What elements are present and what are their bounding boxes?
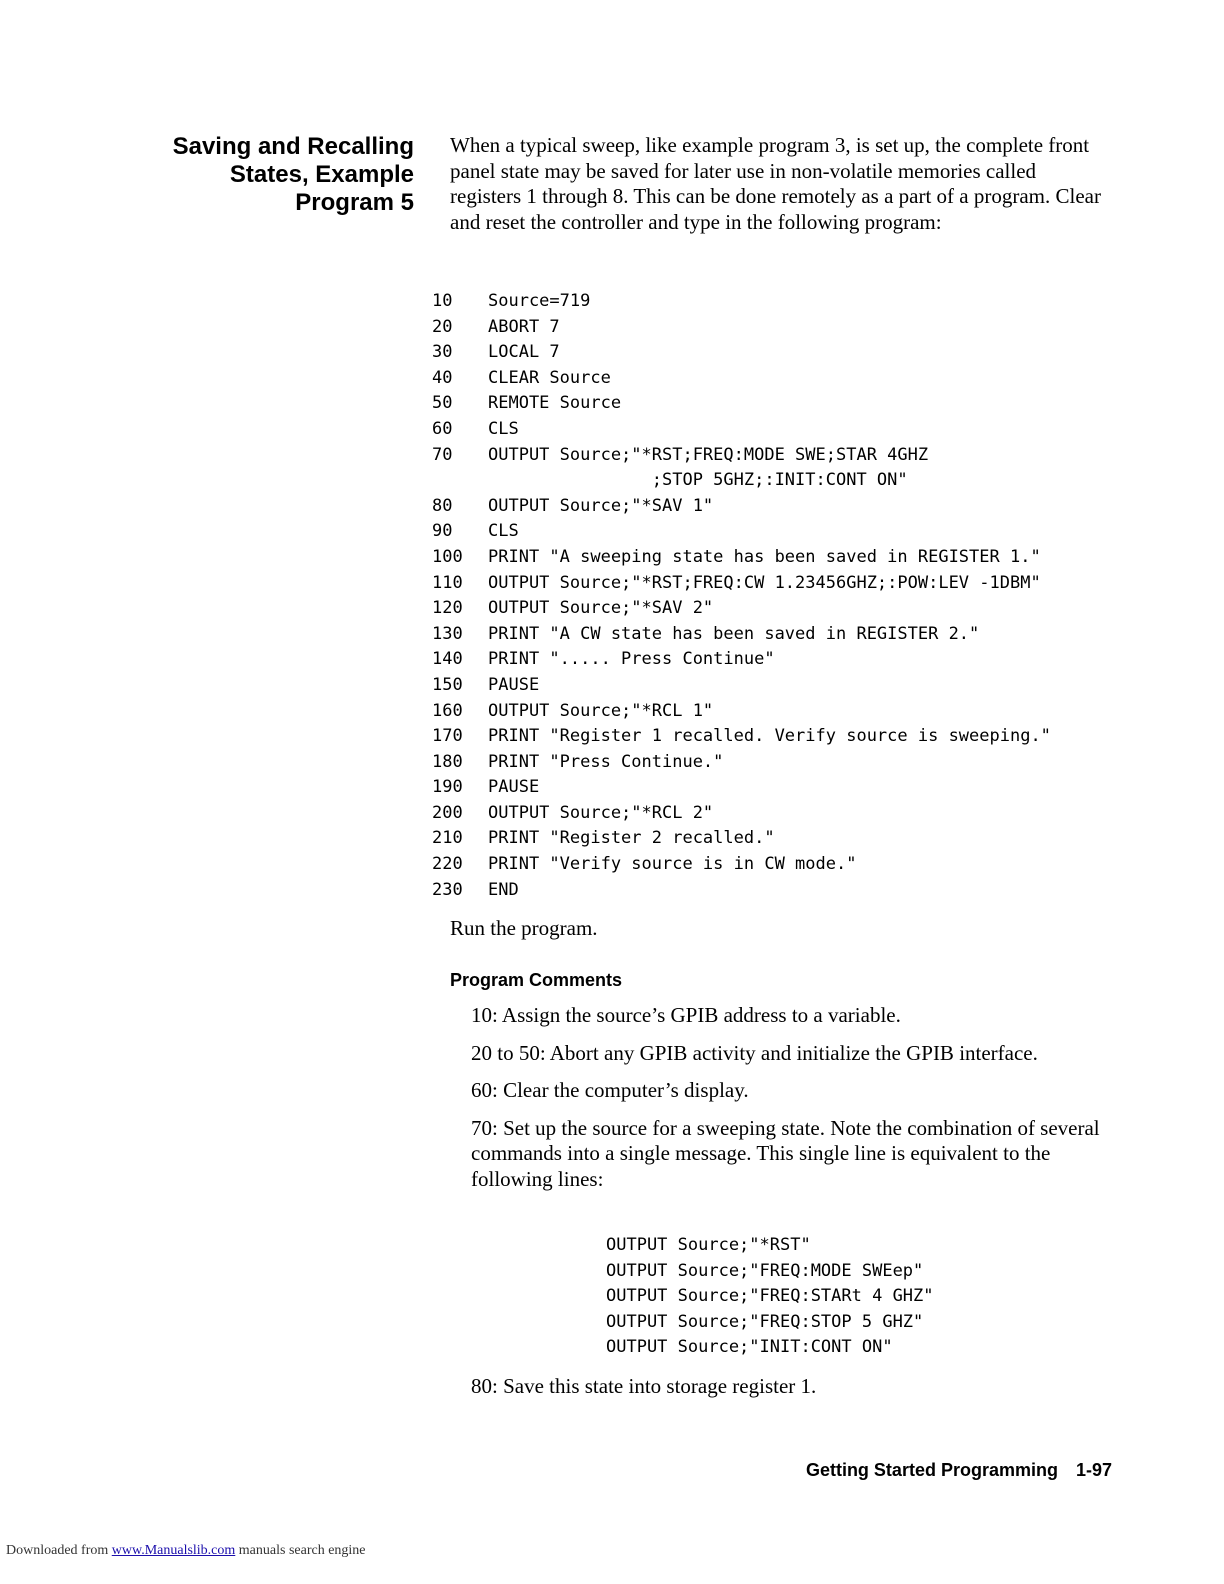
code-text: PRINT "A sweeping state has been saved in REGISTER 1." (488, 546, 1041, 567)
section-heading (120, 133, 414, 217)
code-line (432, 391, 1051, 417)
line-number: 160 (432, 700, 463, 721)
code-line (432, 571, 1051, 597)
code-text: ;STOP 5GHZ;:INIT:CONT ON" (488, 470, 908, 491)
line-number: 30 (432, 342, 453, 363)
equivalent-code-line: OUTPUT Source;"FREQ:STOP 5 GHZ" (606, 1311, 924, 1332)
code-line (432, 545, 1051, 571)
code-text: PAUSE (488, 777, 540, 798)
code-text: END (488, 879, 519, 900)
section-heading-line: Saving and Recalling (172, 133, 414, 160)
equivalent-code-line: OUTPUT Source;"FREQ:MODE SWEep" (606, 1260, 924, 1281)
line-number: 90 (432, 521, 453, 542)
manualslib-link[interactable]: www.Manualslib.com (111, 1543, 236, 1558)
code-text: OUTPUT Source;"*RCL 1" (488, 700, 714, 721)
code-line (432, 647, 1051, 673)
line-number: 60 (432, 418, 453, 439)
line-number: 210 (432, 828, 463, 849)
comments-heading: Program Comments (450, 970, 623, 990)
section-heading-line: Program 5 (295, 189, 414, 216)
code-line (432, 801, 1051, 827)
program-listing (432, 289, 1051, 903)
line-number: 190 (432, 777, 463, 798)
equivalent-code-line: OUTPUT Source;"FREQ:STARt 4 GHZ" (606, 1286, 934, 1306)
line-number: 70 (432, 444, 453, 465)
code-text: OUTPUT Source;"*SAV 2" (488, 598, 714, 619)
code-line (432, 699, 1051, 725)
footer-title: Getting Started Programming (805, 1460, 1058, 1480)
line-number: 170 (432, 726, 463, 747)
code-line (432, 826, 1051, 852)
download-prefix: Downloaded from (6, 1543, 112, 1558)
code-line (432, 622, 1051, 648)
line-number: 100 (432, 546, 463, 567)
code-text: OUTPUT Source;"*RST;FREQ:MODE SWE;STAR 4GHZ (488, 444, 929, 465)
code-line (432, 289, 1051, 315)
page-number: 1-97 (1075, 1460, 1112, 1480)
code-text: PRINT "Verify source is in CW mode." (488, 854, 857, 875)
code-text: PRINT "Press Continue." (488, 751, 724, 772)
line-number: 200 (432, 802, 463, 823)
code-text: CLEAR Source (488, 367, 611, 388)
code-line (432, 417, 1051, 443)
code-line (432, 724, 1051, 750)
code-line (432, 340, 1051, 366)
code-line (432, 468, 1051, 494)
line-number: 140 (432, 649, 463, 670)
line-number: 150 (432, 674, 463, 695)
code-line (432, 775, 1051, 801)
code-line (432, 878, 1051, 904)
code-text: REMOTE Source (488, 393, 622, 414)
comment-paragraph: 10: Assign the source’s GPIB address to a variable. (471, 1003, 901, 1027)
line-number: 220 (432, 854, 463, 875)
code-text: OUTPUT Source;"*SAV 1" (488, 495, 714, 516)
code-line (432, 852, 1051, 878)
line-number (432, 468, 488, 494)
section-heading-line: States, Example (229, 161, 414, 188)
code-text: PRINT "Register 1 recalled. Verify source is sweeping." (488, 726, 1051, 747)
comment-paragraph: 70: Set up the source for a sweeping state. Note the combination of several commands into a single message. This single line is equivalent to the following lines: (471, 1115, 1100, 1191)
code-line (432, 750, 1051, 776)
line-number: 10 (432, 291, 453, 311)
line-number: 230 (432, 879, 463, 900)
line-number: 120 (432, 598, 463, 619)
code-line (432, 596, 1051, 622)
equivalent-code-line: OUTPUT Source;"INIT:CONT ON" (606, 1337, 893, 1357)
download-suffix: manuals search engine (235, 1543, 366, 1558)
line-number: 40 (432, 367, 453, 388)
code-line (432, 519, 1051, 545)
code-text: CLS (488, 418, 519, 439)
code-line (432, 315, 1051, 341)
page-footer (700, 1458, 1112, 1482)
code-text: Source=719 (488, 291, 591, 311)
code-line (432, 494, 1051, 520)
code-text: ABORT 7 (488, 316, 560, 337)
code-line (432, 443, 1051, 469)
download-note (6, 1542, 366, 1560)
code-text: CLS (488, 521, 519, 542)
program-comments (471, 1003, 1101, 1205)
run-instruction: Run the program. (450, 916, 598, 940)
code-line (432, 673, 1051, 699)
line-number: 50 (432, 393, 453, 414)
comment-paragraph: 60: Clear the computer’s display. (471, 1078, 749, 1103)
equivalent-code-line: OUTPUT Source;"*RST" (606, 1235, 811, 1255)
code-text: OUTPUT Source;"*RCL 2" (488, 802, 714, 823)
line-number: 180 (432, 751, 463, 772)
code-text: PRINT "..... Press Continue" (488, 649, 775, 670)
code-text: OUTPUT Source;"*RST;FREQ:CW 1.23456GHZ;:POW:LEV -1DBM" (488, 572, 1041, 593)
line-number: 20 (432, 316, 453, 337)
comment-paragraph: 80: Save this state into storage register 1. (471, 1374, 817, 1398)
code-text: PAUSE (488, 674, 540, 695)
code-line (432, 366, 1051, 392)
code-text: PRINT "A CW state has been saved in REGISTER 2." (488, 623, 980, 644)
line-number: 130 (432, 623, 463, 644)
code-text: PRINT "Register 2 recalled." (488, 828, 775, 849)
code-text: LOCAL 7 (488, 342, 560, 363)
line-number: 110 (432, 572, 463, 593)
equivalent-code (606, 1233, 934, 1361)
intro-paragraph: When a typical sweep, like example program 3, is set up, the complete front panel state may be saved for later use in non-volatile memories called registers 1 through 8. This can be done remotely as a part of a program. Clear and reset the controller and type in the following program: (450, 133, 1101, 234)
line-number: 80 (432, 495, 453, 516)
comment-paragraph: 20 to 50: Abort any GPIB activity and initialize the GPIB interface. (471, 1040, 1038, 1065)
